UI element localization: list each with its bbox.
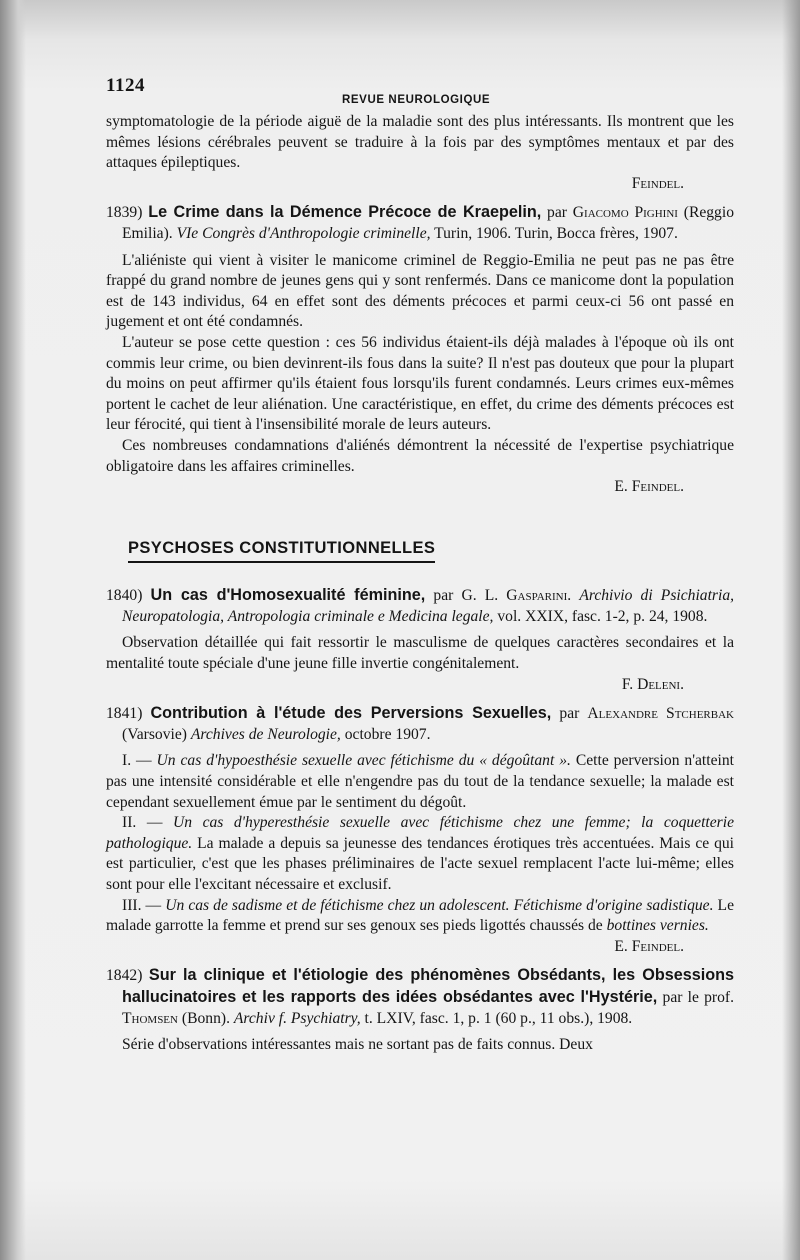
entry-source: Archives de Neurologie, <box>190 725 341 743</box>
entry-source: Archivio di Psichiatria, Neuropatologia, Antropologia criminale e Medicina legale, <box>122 587 735 625</box>
page-text-block <box>106 76 734 1056</box>
entry-source: Archiv f. Psychiatry, <box>233 1009 361 1027</box>
page-edge-shadow-left <box>0 0 26 1260</box>
case-title: Un cas d'hyperesthésie sexuelle avec fétichisme chez une femme; la coquetterie pathologique. <box>106 814 734 852</box>
intro-paragraph: symptomatologie de la période aiguë de la maladie sont des plus intéressants. Ils montrent que les mêmes lésions cérébrales peuvent se traduire à la fois par des symptômes mentaux et par des attaques épileptiques. <box>106 113 734 172</box>
entry-1842-paragraph: Série d'observations intéressantes mais ne sortant pas de faits connus. Deux <box>122 1036 593 1054</box>
entry-author: Alexandre Stcherbak <box>587 705 734 723</box>
entry-1839-paragraph-1: L'aliéniste qui vient à visiter le manicome criminel de Reggio-Emilia ne peut pas ne pas être frappé du grand nombre de jeunes gens qui y sont renfermés. Dans ce manicome dont la population est de 143 individus, 64 en effet sont des déments précoces et parmi ceux-ci 56 ont passé en jugement et ont été condamnés. <box>106 251 734 331</box>
entry-1841-signature: E. Feindel. <box>614 937 684 955</box>
journal-title: REVUE NEUROLOGIQUE <box>342 94 491 106</box>
entry-source: VIe Congrès d'Anthropologie criminelle, <box>176 224 431 242</box>
entry-title: Sur la clinique et l'étiologie des phénomènes Obsédants, les Obsessions hallucinatoires et les rapports des idées obsédantes avec l'Hystérie, <box>122 966 734 1006</box>
entry-title: Un cas d'Homosexualité féminine, <box>150 586 426 605</box>
case-3: III. — Un cas de sadisme et de fétichisme chez un adolescent. Fétichisme d'origine sadistique. Le malade garrotte la femme et prend sur ses genoux ses pieds ligottés chaussés de bottines vernies. <box>106 896 734 935</box>
entry-1839-heading: 1839) Le Crime dans la Démence Précoce de Kraepelin, par Giacomo Pighini (Reggio Emilia). VIe Congrès d'Anthropologie criminelle, Turin, 1906. Turin, Bocca frères, 1907. <box>106 203 734 242</box>
entry-1842-heading: 1842) Sur la clinique et l'étiologie des phénomènes Obsédants, les Obsessions hallucinatoires et les rapports des idées obsédantes avec l'Hystérie, par le prof. Thomsen (Bonn). Archiv f. Psychiatry, t. LXIV, fasc. 1, p. 1 (60 p., 11 obs.), 1908. <box>106 966 734 1027</box>
section-heading <box>128 538 734 564</box>
entry-title: Contribution à l'étude des Perversions Sexuelles, <box>150 704 552 723</box>
entry-1841-heading: 1841) Contribution à l'étude des Perversions Sexuelles, par Alexandre Stcherbak (Varsovie) Archives de Neurologie, octobre 1907. <box>106 704 734 743</box>
page-number: 1124 <box>106 75 145 96</box>
case-1: I. — Un cas d'hypoesthésie sexuelle avec fétichisme du « dégoûtant ». Cette perversion n'atteint pas une intensité considérable et elle n'engendre pas du tout de la tendance sexuelle; la malade est cependant sexuellement émue par le sentiment du dégoût. <box>106 752 734 811</box>
intro-signature: Feindel. <box>631 174 684 192</box>
entry-title: Le Crime dans la Démence Précoce de Kraepelin, <box>148 203 542 222</box>
case-title: Un cas de sadisme et de fétichisme chez un adolescent. Fétichisme d'origine sadistique. <box>165 896 714 914</box>
case-2: II. — Un cas d'hyperesthésie sexuelle avec fétichisme chez une femme; la coquetterie pathologique. La malade a depuis sa jeunesse des tendances érotiques très accentuées. Mais ce qui est particulier, c'est que les phases préliminaires de l'acte sexuel remplacent l'acte lui-même; elles sont pour elle l'excitant nécessaire et exclusif. <box>106 814 734 893</box>
case-title: Un cas d'hypoesthésie sexuelle avec fétichisme du « dégoûtant ». <box>156 752 571 770</box>
entry-author: G. L. Gasparini. <box>461 587 572 605</box>
page-edge-shadow-right <box>782 0 800 1260</box>
entry-1839-paragraph-3: Ces nombreuses condamnations d'aliénés démontrent la nécessité de l'expertise psychiatrique obligatoire dans les affaires criminelles. <box>106 436 734 475</box>
entry-1840-signature: F. Deleni. <box>621 675 684 693</box>
entry-author: Giacomo Pighini <box>572 204 678 222</box>
entry-1839-paragraph-2: L'auteur se pose cette question : ces 56 individus étaient-ils déjà malades à l'époque où ils ont commis leur crime, ou bien devinrent-ils fous dans la suite? Il n'est pas douteux que pour la plupart du moins on peut affirmer qu'ils étaient fous lorsqu'ils furent condamnés. Leurs crimes eux-mêmes portent le cachet de leur aliénation. Une caractéristique, en effet, du crime des déments précoces est leur férocité, qui tient à l'insensibilité morale de leurs auteurs. <box>106 333 734 434</box>
entry-1840-heading: 1840) Un cas d'Homosexualité féminine, par G. L. Gasparini. Archivio di Psichiatria, Neuropatologia, Antropologia criminale e Medicina legale, vol. XXIX, fasc. 1-2, p. 24, 1908. <box>106 586 735 625</box>
running-head <box>106 75 734 106</box>
entry-number: 1842) <box>106 967 143 985</box>
entry-1840-paragraph: Observation détaillée qui fait ressortir le masculisme de quelques caractères secondaires et la mentalité toute spéciale d'une jeune fille invertie congénitalement. <box>106 634 734 673</box>
entry-author: Thomsen <box>122 1009 178 1027</box>
entry-number: 1840) <box>106 587 143 605</box>
entry-number: 1841) <box>106 705 143 723</box>
entry-1839-signature: E. Feindel. <box>614 478 684 496</box>
section-title: PSYCHOSES CONSTITUTIONNELLES <box>128 538 435 564</box>
entry-number: 1839) <box>106 204 143 222</box>
